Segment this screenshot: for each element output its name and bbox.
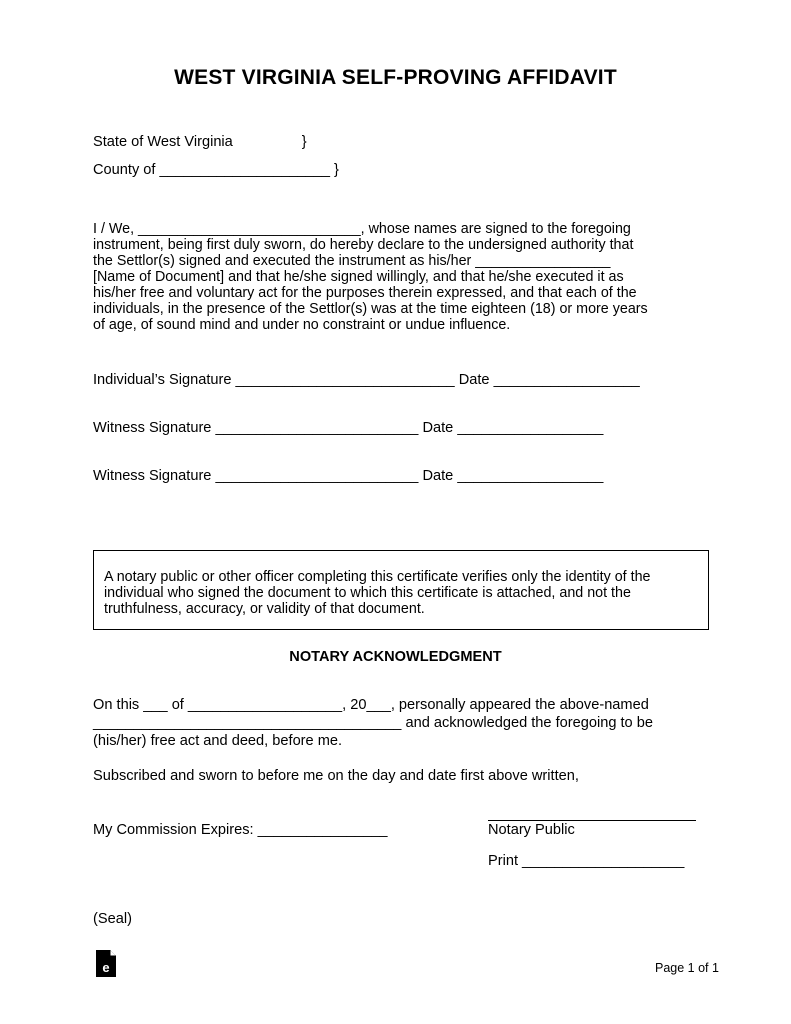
individual-signature-line: Individual’s Signature ___________________________ Date __________________ bbox=[93, 372, 640, 388]
declaration-line: the Settlor(s) signed and executed the instrument as his/her _________________ bbox=[93, 253, 611, 269]
notice-line: A notary public or other officer completing this certificate verifies only the identity of the bbox=[104, 569, 651, 585]
commission-expires-line: My Commission Expires: ________________ bbox=[93, 822, 388, 838]
notary-signature-line bbox=[488, 820, 696, 821]
county-venue-line: County of _____________________ } bbox=[93, 162, 339, 178]
notary-notice-text bbox=[104, 569, 704, 617]
notary-line-2: ______________________________________ and acknowledged the foregoing to be bbox=[93, 715, 653, 731]
declaration-line: his/her free and voluntary act for the purposes therein expressed, and that each of the bbox=[93, 285, 637, 301]
notice-line: individual who signed the document to which this certificate is attached, and not the bbox=[104, 585, 631, 601]
declaration-line: [Name of Document] and that he/she signed willingly, and that he/she executed it as bbox=[93, 269, 624, 285]
notary-public-label: Notary Public bbox=[488, 822, 575, 838]
notice-line: truthfulness, accuracy, or validity of that document. bbox=[104, 601, 425, 617]
witness-signature-line-1: Witness Signature _________________________ Date __________________ bbox=[93, 420, 604, 436]
subscribed-sworn-line: Subscribed and sworn to before me on the day and date first above written, bbox=[93, 768, 579, 784]
declaration-line: instrument, being first duly sworn, do hereby declare to the undersigned authority that bbox=[93, 237, 634, 253]
print-name-line: Print ____________________ bbox=[488, 853, 685, 869]
witness-signature-line-2: Witness Signature _________________________ Date __________________ bbox=[93, 468, 604, 484]
declaration-line: I / We, ____________________________, whose names are signed to the foregoing bbox=[93, 221, 631, 237]
eforms-logo-icon bbox=[95, 950, 117, 978]
notary-notice-box bbox=[93, 550, 709, 630]
declaration-line: individuals, in the presence of the Settlor(s) was at the time eighteen (18) or more years bbox=[93, 301, 648, 317]
declaration-paragraph bbox=[93, 221, 713, 333]
notary-acknowledgment-heading: NOTARY ACKNOWLEDGMENT bbox=[289, 649, 502, 665]
seal-label: (Seal) bbox=[93, 911, 132, 927]
document-title: WEST VIRGINIA SELF-PROVING AFFIDAVIT bbox=[174, 66, 617, 89]
notary-line-3: (his/her) free act and deed, before me. bbox=[93, 733, 343, 749]
svg-text:e: e bbox=[102, 960, 110, 975]
state-venue-line: State of West Virginia } bbox=[93, 134, 307, 150]
declaration-line: of age, of sound mind and under no constraint or undue influence. bbox=[93, 317, 511, 333]
notary-line-1: On this ___ of ___________________, 20___, personally appeared the above-named bbox=[93, 697, 649, 713]
page-number: Page 1 of 1 bbox=[655, 961, 719, 975]
